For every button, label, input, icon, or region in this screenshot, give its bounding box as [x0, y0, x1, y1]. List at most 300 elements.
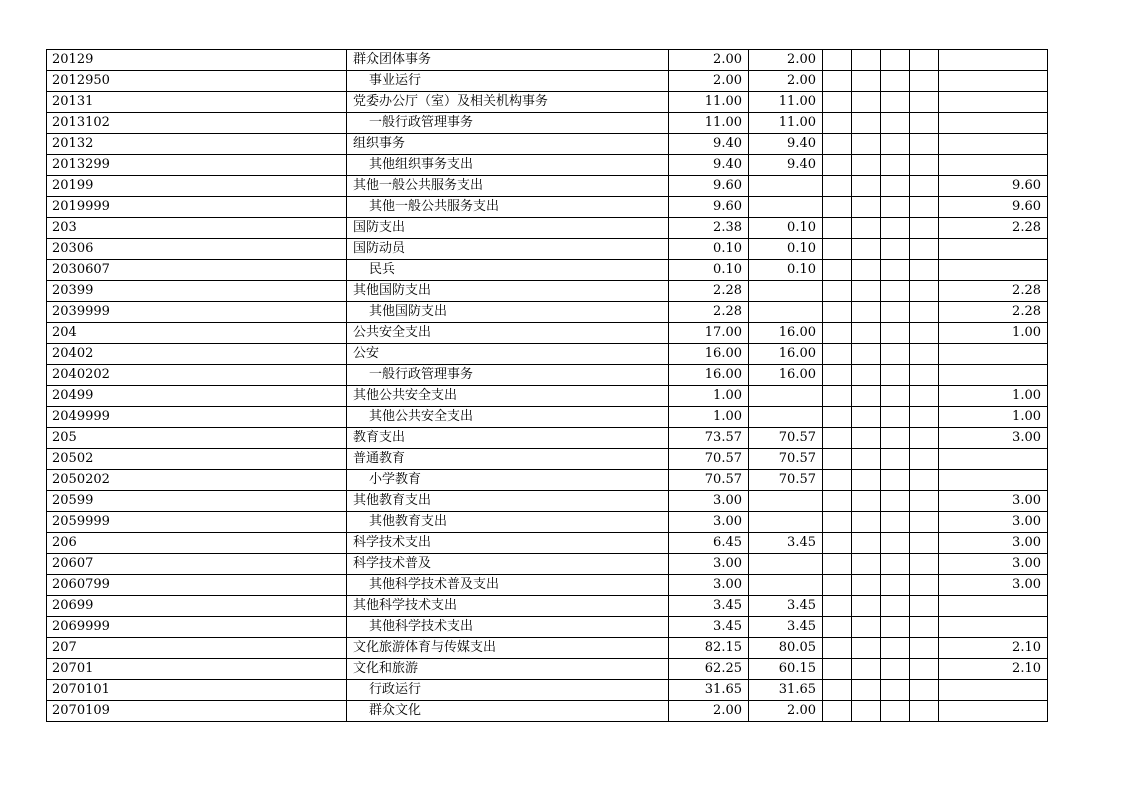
subject-name-cell: 国防动员	[347, 239, 669, 260]
subject-name-cell: 其他教育支出	[347, 491, 669, 512]
basic-expenditure-cell: 16.00	[749, 365, 823, 386]
basic-expenditure-cell: 3.45	[749, 533, 823, 554]
empty-cell	[852, 365, 881, 386]
table-row	[47, 323, 1048, 344]
empty-cell	[881, 617, 910, 638]
subject-code-cell: 20132	[47, 134, 347, 155]
total-cell: 9.60	[669, 176, 749, 197]
total-cell: 82.15	[669, 638, 749, 659]
project-expenditure-cell: 2.28	[939, 218, 1048, 239]
empty-cell	[823, 260, 852, 281]
table-row	[47, 92, 1048, 113]
empty-cell	[823, 281, 852, 302]
table-row	[47, 71, 1048, 92]
table-row	[47, 596, 1048, 617]
total-cell: 62.25	[669, 659, 749, 680]
empty-cell	[910, 470, 939, 491]
subject-code-cell: 2019999	[47, 197, 347, 218]
empty-cell	[852, 512, 881, 533]
basic-expenditure-cell	[749, 386, 823, 407]
total-cell: 1.00	[669, 407, 749, 428]
subject-name-cell: 文化旅游体育与传媒支出	[347, 638, 669, 659]
subject-name-cell: 其他科学技术普及支出	[347, 575, 669, 596]
empty-cell	[823, 470, 852, 491]
subject-code-cell: 20599	[47, 491, 347, 512]
project-expenditure-cell: 9.60	[939, 197, 1048, 218]
project-expenditure-cell: 2.28	[939, 281, 1048, 302]
empty-cell	[910, 575, 939, 596]
subject-code-cell: 2039999	[47, 302, 347, 323]
empty-cell	[823, 449, 852, 470]
subject-name-cell: 民兵	[347, 260, 669, 281]
basic-expenditure-cell: 3.45	[749, 617, 823, 638]
empty-cell	[852, 659, 881, 680]
subject-code-cell: 20199	[47, 176, 347, 197]
total-cell: 2.28	[669, 281, 749, 302]
project-expenditure-cell: 9.60	[939, 176, 1048, 197]
empty-cell	[910, 323, 939, 344]
empty-cell	[852, 176, 881, 197]
empty-cell	[852, 386, 881, 407]
project-expenditure-cell	[939, 71, 1048, 92]
empty-cell	[823, 155, 852, 176]
empty-cell	[881, 449, 910, 470]
empty-cell	[881, 470, 910, 491]
table-body	[47, 50, 1048, 722]
empty-cell	[881, 302, 910, 323]
basic-expenditure-cell: 0.10	[749, 239, 823, 260]
empty-cell	[852, 407, 881, 428]
empty-cell	[910, 386, 939, 407]
table-row	[47, 554, 1048, 575]
total-cell: 73.57	[669, 428, 749, 449]
project-expenditure-cell	[939, 617, 1048, 638]
empty-cell	[852, 596, 881, 617]
total-cell: 6.45	[669, 533, 749, 554]
empty-cell	[881, 659, 910, 680]
subject-code-cell: 20701	[47, 659, 347, 680]
total-cell: 70.57	[669, 449, 749, 470]
table-row	[47, 617, 1048, 638]
empty-cell	[852, 638, 881, 659]
basic-expenditure-cell: 2.00	[749, 701, 823, 722]
basic-expenditure-cell: 11.00	[749, 113, 823, 134]
project-expenditure-cell	[939, 470, 1048, 491]
basic-expenditure-cell	[749, 302, 823, 323]
empty-cell	[823, 344, 852, 365]
empty-cell	[852, 701, 881, 722]
empty-cell	[823, 71, 852, 92]
empty-cell	[852, 197, 881, 218]
project-expenditure-cell: 1.00	[939, 323, 1048, 344]
total-cell: 2.38	[669, 218, 749, 239]
empty-cell	[852, 218, 881, 239]
empty-cell	[823, 512, 852, 533]
total-cell: 1.00	[669, 386, 749, 407]
empty-cell	[881, 365, 910, 386]
subject-name-cell: 组织事务	[347, 134, 669, 155]
table-row	[47, 197, 1048, 218]
empty-cell	[910, 218, 939, 239]
empty-cell	[823, 533, 852, 554]
table-row	[47, 638, 1048, 659]
empty-cell	[881, 218, 910, 239]
subject-name-cell: 科学技术普及	[347, 554, 669, 575]
subject-code-cell: 2059999	[47, 512, 347, 533]
basic-expenditure-cell	[749, 407, 823, 428]
empty-cell	[910, 50, 939, 71]
empty-cell	[852, 239, 881, 260]
basic-expenditure-cell: 2.00	[749, 50, 823, 71]
subject-code-cell: 20129	[47, 50, 347, 71]
empty-cell	[852, 533, 881, 554]
basic-expenditure-cell: 16.00	[749, 323, 823, 344]
table-row	[47, 176, 1048, 197]
subject-name-cell: 普通教育	[347, 449, 669, 470]
empty-cell	[910, 638, 939, 659]
total-cell: 16.00	[669, 365, 749, 386]
basic-expenditure-cell: 0.10	[749, 260, 823, 281]
empty-cell	[852, 113, 881, 134]
project-expenditure-cell	[939, 344, 1048, 365]
empty-cell	[852, 92, 881, 113]
table-row	[47, 386, 1048, 407]
empty-cell	[881, 113, 910, 134]
subject-name-cell: 其他一般公共服务支出	[347, 176, 669, 197]
empty-cell	[881, 239, 910, 260]
empty-cell	[823, 302, 852, 323]
table-row	[47, 239, 1048, 260]
empty-cell	[910, 302, 939, 323]
subject-name-cell: 群众文化	[347, 701, 669, 722]
subject-code-cell: 2069999	[47, 617, 347, 638]
budget-expenditure-table	[46, 49, 1048, 722]
basic-expenditure-cell	[749, 281, 823, 302]
subject-code-cell: 2050202	[47, 470, 347, 491]
total-cell: 9.60	[669, 197, 749, 218]
project-expenditure-cell	[939, 92, 1048, 113]
empty-cell	[881, 554, 910, 575]
empty-cell	[823, 491, 852, 512]
total-cell: 2.00	[669, 701, 749, 722]
basic-expenditure-cell: 60.15	[749, 659, 823, 680]
empty-cell	[881, 197, 910, 218]
subject-name-cell: 其他国防支出	[347, 281, 669, 302]
table-row	[47, 407, 1048, 428]
subject-code-cell: 20607	[47, 554, 347, 575]
subject-code-cell: 204	[47, 323, 347, 344]
project-expenditure-cell	[939, 155, 1048, 176]
subject-name-cell: 群众团体事务	[347, 50, 669, 71]
empty-cell	[881, 407, 910, 428]
total-cell: 11.00	[669, 92, 749, 113]
total-cell: 0.10	[669, 260, 749, 281]
project-expenditure-cell: 3.00	[939, 575, 1048, 596]
empty-cell	[881, 701, 910, 722]
subject-code-cell: 2030607	[47, 260, 347, 281]
table-row	[47, 302, 1048, 323]
empty-cell	[881, 344, 910, 365]
project-expenditure-cell: 2.10	[939, 638, 1048, 659]
table-row	[47, 701, 1048, 722]
total-cell: 3.45	[669, 596, 749, 617]
basic-expenditure-cell	[749, 197, 823, 218]
empty-cell	[881, 491, 910, 512]
project-expenditure-cell: 3.00	[939, 428, 1048, 449]
empty-cell	[852, 71, 881, 92]
empty-cell	[823, 134, 852, 155]
empty-cell	[910, 701, 939, 722]
subject-name-cell: 一般行政管理事务	[347, 113, 669, 134]
project-expenditure-cell	[939, 134, 1048, 155]
empty-cell	[881, 92, 910, 113]
subject-name-cell: 其他教育支出	[347, 512, 669, 533]
empty-cell	[852, 281, 881, 302]
basic-expenditure-cell: 9.40	[749, 134, 823, 155]
empty-cell	[910, 155, 939, 176]
project-expenditure-cell	[939, 701, 1048, 722]
table-row	[47, 680, 1048, 701]
project-expenditure-cell: 3.00	[939, 554, 1048, 575]
empty-cell	[910, 659, 939, 680]
empty-cell	[881, 533, 910, 554]
table-row	[47, 533, 1048, 554]
subject-name-cell: 一般行政管理事务	[347, 365, 669, 386]
total-cell: 0.10	[669, 239, 749, 260]
empty-cell	[823, 176, 852, 197]
subject-code-cell: 207	[47, 638, 347, 659]
empty-cell	[881, 281, 910, 302]
subject-name-cell: 其他组织事务支出	[347, 155, 669, 176]
subject-name-cell: 公共安全支出	[347, 323, 669, 344]
empty-cell	[852, 155, 881, 176]
basic-expenditure-cell: 0.10	[749, 218, 823, 239]
total-cell: 17.00	[669, 323, 749, 344]
empty-cell	[823, 218, 852, 239]
subject-code-cell: 20499	[47, 386, 347, 407]
subject-name-cell: 其他国防支出	[347, 302, 669, 323]
subject-code-cell: 2070101	[47, 680, 347, 701]
empty-cell	[823, 701, 852, 722]
table-row	[47, 428, 1048, 449]
empty-cell	[823, 428, 852, 449]
empty-cell	[910, 365, 939, 386]
total-cell: 11.00	[669, 113, 749, 134]
project-expenditure-cell	[939, 260, 1048, 281]
subject-name-cell: 小学教育	[347, 470, 669, 491]
subject-name-cell: 文化和旅游	[347, 659, 669, 680]
empty-cell	[881, 323, 910, 344]
empty-cell	[881, 680, 910, 701]
total-cell: 3.00	[669, 554, 749, 575]
empty-cell	[852, 344, 881, 365]
empty-cell	[852, 575, 881, 596]
empty-cell	[910, 596, 939, 617]
empty-cell	[823, 386, 852, 407]
total-cell: 2.00	[669, 50, 749, 71]
subject-name-cell: 其他公共安全支出	[347, 386, 669, 407]
subject-code-cell: 20131	[47, 92, 347, 113]
empty-cell	[910, 113, 939, 134]
empty-cell	[910, 680, 939, 701]
table-row	[47, 512, 1048, 533]
subject-name-cell: 行政运行	[347, 680, 669, 701]
empty-cell	[881, 596, 910, 617]
empty-cell	[910, 197, 939, 218]
total-cell: 3.45	[669, 617, 749, 638]
subject-code-cell: 2012950	[47, 71, 347, 92]
basic-expenditure-cell	[749, 176, 823, 197]
empty-cell	[823, 575, 852, 596]
project-expenditure-cell	[939, 239, 1048, 260]
empty-cell	[910, 176, 939, 197]
basic-expenditure-cell: 9.40	[749, 155, 823, 176]
subject-code-cell: 20502	[47, 449, 347, 470]
empty-cell	[881, 155, 910, 176]
project-expenditure-cell	[939, 365, 1048, 386]
total-cell: 70.57	[669, 470, 749, 491]
subject-name-cell: 国防支出	[347, 218, 669, 239]
subject-name-cell: 党委办公厅（室）及相关机构事务	[347, 92, 669, 113]
empty-cell	[852, 554, 881, 575]
table-row	[47, 470, 1048, 491]
empty-cell	[910, 491, 939, 512]
empty-cell	[910, 260, 939, 281]
empty-cell	[823, 554, 852, 575]
table-row	[47, 575, 1048, 596]
table-row	[47, 365, 1048, 386]
empty-cell	[823, 323, 852, 344]
empty-cell	[852, 470, 881, 491]
basic-expenditure-cell: 3.45	[749, 596, 823, 617]
empty-cell	[823, 197, 852, 218]
subject-code-cell: 2060799	[47, 575, 347, 596]
empty-cell	[910, 239, 939, 260]
empty-cell	[881, 71, 910, 92]
empty-cell	[881, 428, 910, 449]
table-row	[47, 155, 1048, 176]
empty-cell	[852, 428, 881, 449]
total-cell: 2.00	[669, 71, 749, 92]
subject-name-cell: 其他科学技术支出	[347, 617, 669, 638]
empty-cell	[823, 365, 852, 386]
empty-cell	[823, 113, 852, 134]
total-cell: 3.00	[669, 491, 749, 512]
total-cell: 2.28	[669, 302, 749, 323]
empty-cell	[910, 407, 939, 428]
subject-code-cell: 203	[47, 218, 347, 239]
basic-expenditure-cell	[749, 512, 823, 533]
total-cell: 3.00	[669, 575, 749, 596]
empty-cell	[852, 617, 881, 638]
basic-expenditure-cell: 31.65	[749, 680, 823, 701]
empty-cell	[910, 554, 939, 575]
total-cell: 3.00	[669, 512, 749, 533]
project-expenditure-cell	[939, 596, 1048, 617]
empty-cell	[852, 449, 881, 470]
subject-name-cell: 教育支出	[347, 428, 669, 449]
table-row	[47, 260, 1048, 281]
empty-cell	[823, 680, 852, 701]
basic-expenditure-cell: 70.57	[749, 428, 823, 449]
subject-code-cell: 20699	[47, 596, 347, 617]
empty-cell	[910, 281, 939, 302]
empty-cell	[881, 386, 910, 407]
table-row	[47, 281, 1048, 302]
table-row	[47, 344, 1048, 365]
subject-name-cell: 公安	[347, 344, 669, 365]
project-expenditure-cell: 3.00	[939, 512, 1048, 533]
empty-cell	[910, 449, 939, 470]
empty-cell	[881, 638, 910, 659]
empty-cell	[910, 134, 939, 155]
empty-cell	[881, 176, 910, 197]
empty-cell	[852, 302, 881, 323]
subject-name-cell: 事业运行	[347, 71, 669, 92]
empty-cell	[910, 512, 939, 533]
empty-cell	[910, 92, 939, 113]
subject-name-cell: 其他科学技术支出	[347, 596, 669, 617]
table-row	[47, 50, 1048, 71]
project-expenditure-cell	[939, 50, 1048, 71]
subject-code-cell: 2070109	[47, 701, 347, 722]
basic-expenditure-cell: 11.00	[749, 92, 823, 113]
subject-code-cell: 20306	[47, 239, 347, 260]
basic-expenditure-cell: 80.05	[749, 638, 823, 659]
empty-cell	[910, 533, 939, 554]
project-expenditure-cell: 3.00	[939, 533, 1048, 554]
empty-cell	[823, 407, 852, 428]
basic-expenditure-cell: 70.57	[749, 470, 823, 491]
project-expenditure-cell: 1.00	[939, 386, 1048, 407]
table-row	[47, 218, 1048, 239]
project-expenditure-cell	[939, 680, 1048, 701]
table-row	[47, 113, 1048, 134]
empty-cell	[910, 617, 939, 638]
subject-code-cell: 206	[47, 533, 347, 554]
empty-cell	[881, 50, 910, 71]
subject-code-cell: 20402	[47, 344, 347, 365]
subject-code-cell: 2040202	[47, 365, 347, 386]
empty-cell	[852, 50, 881, 71]
subject-code-cell: 2013299	[47, 155, 347, 176]
total-cell: 9.40	[669, 134, 749, 155]
subject-code-cell: 2013102	[47, 113, 347, 134]
empty-cell	[910, 428, 939, 449]
project-expenditure-cell	[939, 113, 1048, 134]
table-row	[47, 491, 1048, 512]
empty-cell	[881, 260, 910, 281]
project-expenditure-cell	[939, 449, 1048, 470]
empty-cell	[823, 638, 852, 659]
empty-cell	[852, 680, 881, 701]
empty-cell	[852, 491, 881, 512]
empty-cell	[881, 575, 910, 596]
empty-cell	[910, 71, 939, 92]
empty-cell	[852, 134, 881, 155]
basic-expenditure-cell	[749, 491, 823, 512]
empty-cell	[910, 344, 939, 365]
table-row	[47, 659, 1048, 680]
basic-expenditure-cell: 70.57	[749, 449, 823, 470]
project-expenditure-cell: 2.28	[939, 302, 1048, 323]
project-expenditure-cell: 2.10	[939, 659, 1048, 680]
subject-name-cell: 科学技术支出	[347, 533, 669, 554]
basic-expenditure-cell: 2.00	[749, 71, 823, 92]
empty-cell	[852, 260, 881, 281]
empty-cell	[823, 50, 852, 71]
empty-cell	[852, 323, 881, 344]
